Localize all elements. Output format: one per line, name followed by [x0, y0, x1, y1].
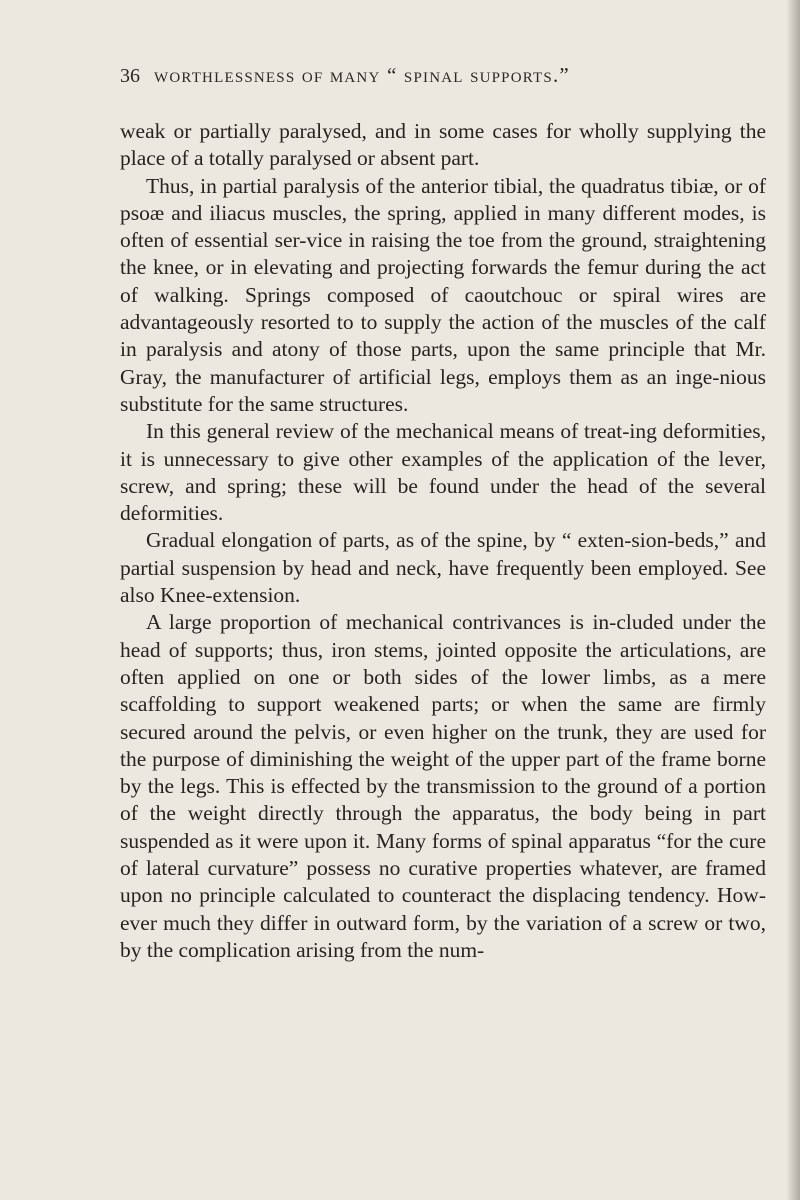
body-text [120, 118, 766, 964]
paragraph: In this general review of the mechanical means of treat-ing deformities, it is unnecessary to give other examples of the application of the lever, screw, and spring; these will be found under the head of the several deformities. [120, 419, 766, 526]
paragraph: Thus, in partial paralysis of the anterior tibial, the quadratus tibiæ, or of psoæ and iliacus muscles, the spring, applied in many different modes, is often of essential ser-vice in raising the toe from the ground, straightening the knee, or in elevating and projecting forwards the femur during the act of walking. Springs composed of caoutchouc or spiral wires are advantageously resorted to to supply the action of the muscles of the calf in paralysis and atony of those parts, upon the same principle that Mr. Gray, the manufacturer of artificial legs, employs them as an inge-nious substitute for the same structures. [120, 173, 766, 416]
paragraph: Gradual elongation of parts, as of the spine, by “ exten-sion-beds,” and partial suspension by head and neck, have frequently been employed. See also Knee-extension. [120, 528, 766, 608]
page-edge-shadow [786, 0, 800, 1200]
paragraph: A large proportion of mechanical contrivances is in-cluded under the head of supports; thus, iron stems, jointed opposite the articulations, are often applied on one or both sides of the lower limbs, as a mere scaffolding to support weakened parts; or when the same are firmly secured around the pelvis, or even higher on the trunk, they are used for the purpose of diminishing the weight of the upper part of the frame borne by the legs. This is effected by the transmission to the ground of a portion of the weight directly through the apparatus, the body being in part suspended as it were upon it. Many forms of spinal apparatus “for the cure of lateral curvature” possess no curative properties whatever, are framed upon no principle calculated to counteract the displacing tendency. How-ever much they differ in outward form, by the variation of a screw or two, by the complication arising from the num- [120, 610, 766, 962]
running-header [120, 63, 760, 89]
running-head-title: worthlessness of many “ spinal supports.” [154, 63, 570, 87]
page-number: 36 [120, 65, 140, 87]
paragraph: weak or partially paralysed, and in some cases for wholly supplying the place of a totally paralysed or absent part. [120, 119, 766, 171]
